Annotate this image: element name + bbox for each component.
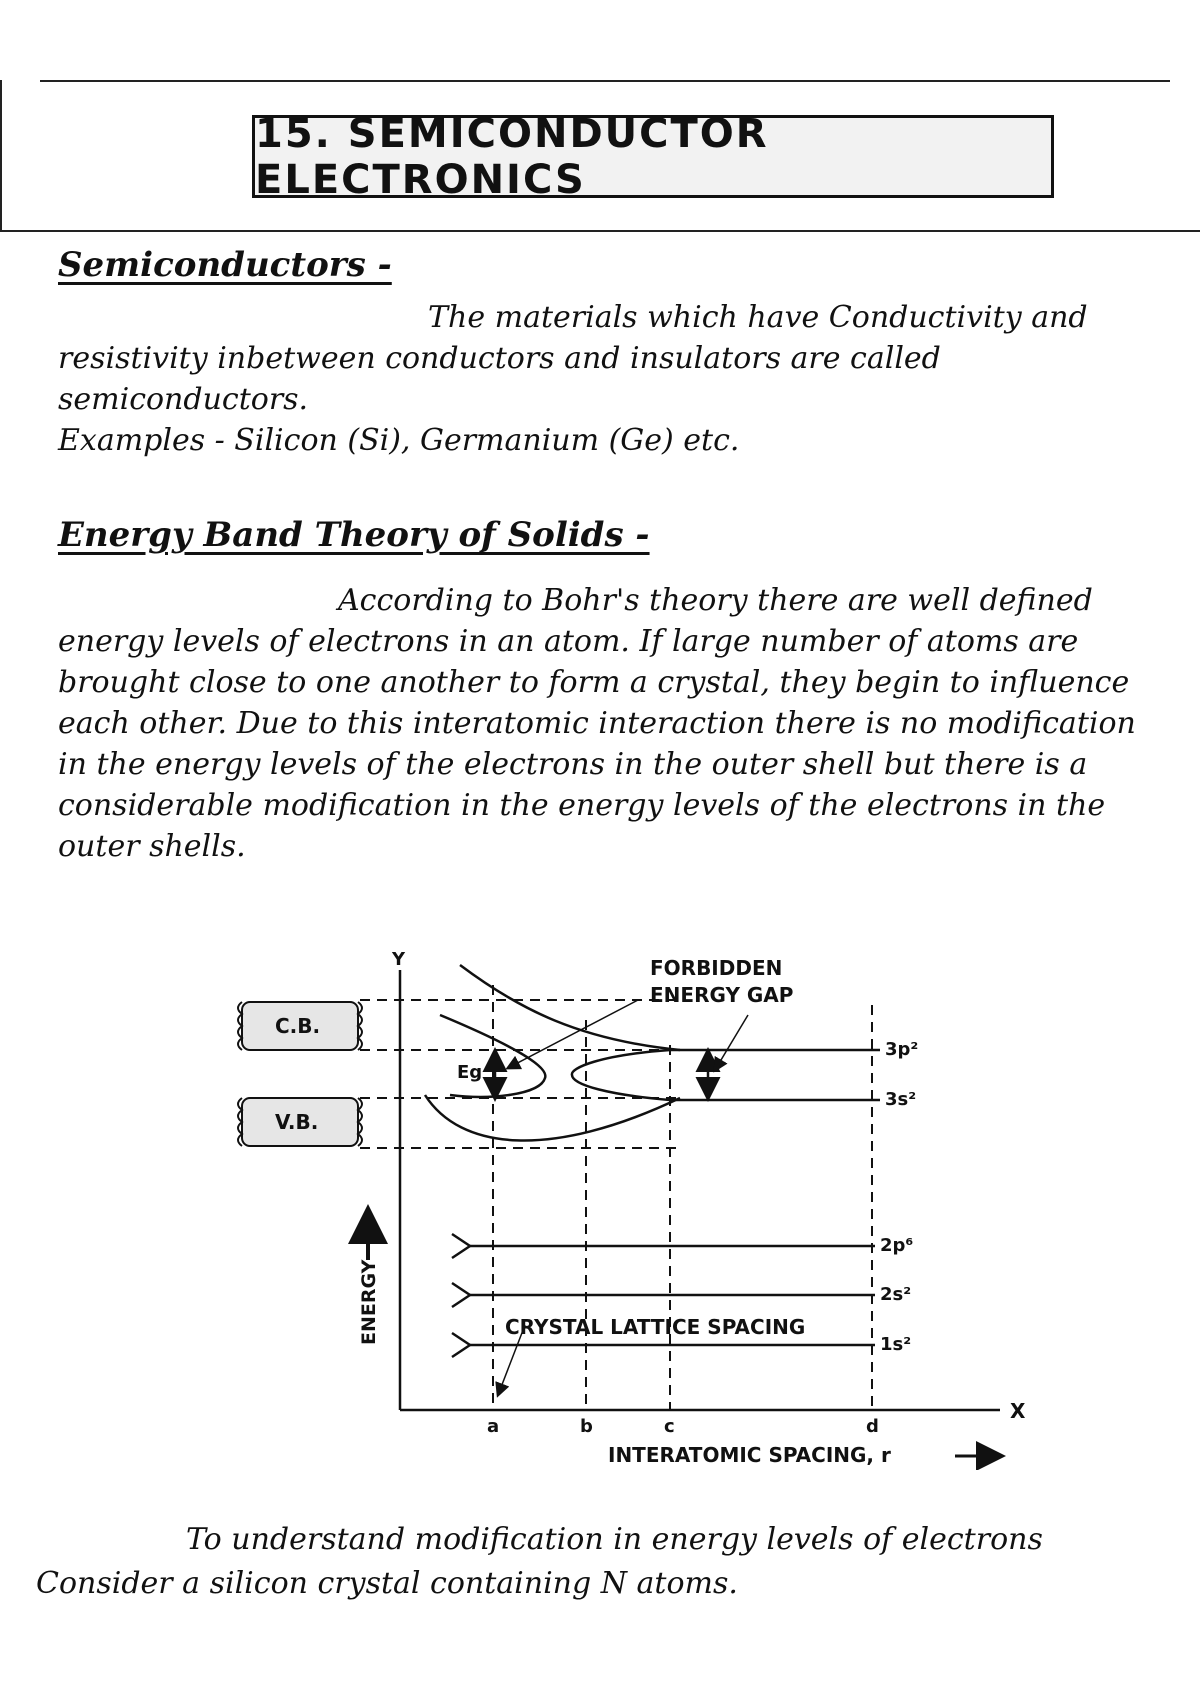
y-axis-letter: Y xyxy=(392,950,406,970)
semiconductor-definition: The materials which have Conductivity and resistivity inbetween conductors and insulators are called semiconductors. xyxy=(58,300,1088,417)
level-2p-chevron xyxy=(452,1234,470,1258)
crystal-lattice-label: CRYSTAL LATTICE SPACING xyxy=(505,1315,806,1339)
heading-energy-band-theory: Energy Band Theory of Solids - xyxy=(58,515,650,555)
level-2p-label: 2p⁶ xyxy=(880,1235,914,1256)
forbidden-label-line1: FORBIDDEN xyxy=(650,956,783,980)
level-2s-label: 2s² xyxy=(880,1284,912,1305)
level-3p-label: 3p² xyxy=(885,1039,919,1060)
left-rule xyxy=(0,80,2,230)
forbidden-pointer-line-2 xyxy=(715,1015,748,1070)
level-1s-chevron xyxy=(452,1333,470,1357)
closing-paragraph: To understand modification in energy levels of electrons Consider a silicon crystal containing N atoms. xyxy=(36,1522,1043,1601)
top-rule xyxy=(40,80,1170,82)
x-tick-c: c xyxy=(664,1416,675,1437)
valence-band-box xyxy=(238,1098,362,1146)
semiconductor-examples: Examples - Silicon (Si), Germanium (Ge) etc. xyxy=(58,423,740,458)
page-title: 15. SEMICONDUCTOR ELECTRONICS xyxy=(255,110,769,203)
x-tick-b: b xyxy=(580,1416,593,1437)
conduction-band-box xyxy=(238,1002,362,1050)
level-3s-label: 3s² xyxy=(885,1089,917,1110)
cb-label: C.B. xyxy=(275,1014,321,1038)
x-tick-a: a xyxy=(487,1416,500,1437)
x-tick-d: d xyxy=(866,1416,879,1437)
heading-semiconductors: Semiconductors - xyxy=(58,245,392,285)
energy-band-paragraph: According to Bohr's theory there are well defined energy levels of electrons in an atom. If large number of atoms are brought close to one another to form a crystal, they begin to influence each other. Due to this interatomic interaction there is no modification in the energy levels of the electrons in the outer shell but there is a considerable modification in the energy levels of the electrons in the outer shells. xyxy=(58,583,1136,864)
title-box xyxy=(252,110,1054,203)
level-2s-chevron xyxy=(452,1283,470,1307)
header-rule xyxy=(0,230,1200,232)
eg-label: Eg xyxy=(457,1062,483,1083)
forbidden-pointer-line xyxy=(508,1000,638,1068)
level-1s-label: 1s² xyxy=(880,1334,912,1355)
lower-band-outer-curve xyxy=(425,1095,680,1141)
energy-axis-label-group xyxy=(358,1212,380,1345)
vb-label: V.B. xyxy=(275,1110,319,1134)
x-axis-letter: X xyxy=(1010,1399,1026,1423)
forbidden-label-line2: ENERGY GAP xyxy=(650,983,794,1007)
energy-band-diagram xyxy=(220,950,1060,1470)
energy-label: ENERGY xyxy=(358,1259,380,1345)
x-axis-label: INTERATOMIC SPACING, r xyxy=(608,1443,891,1467)
